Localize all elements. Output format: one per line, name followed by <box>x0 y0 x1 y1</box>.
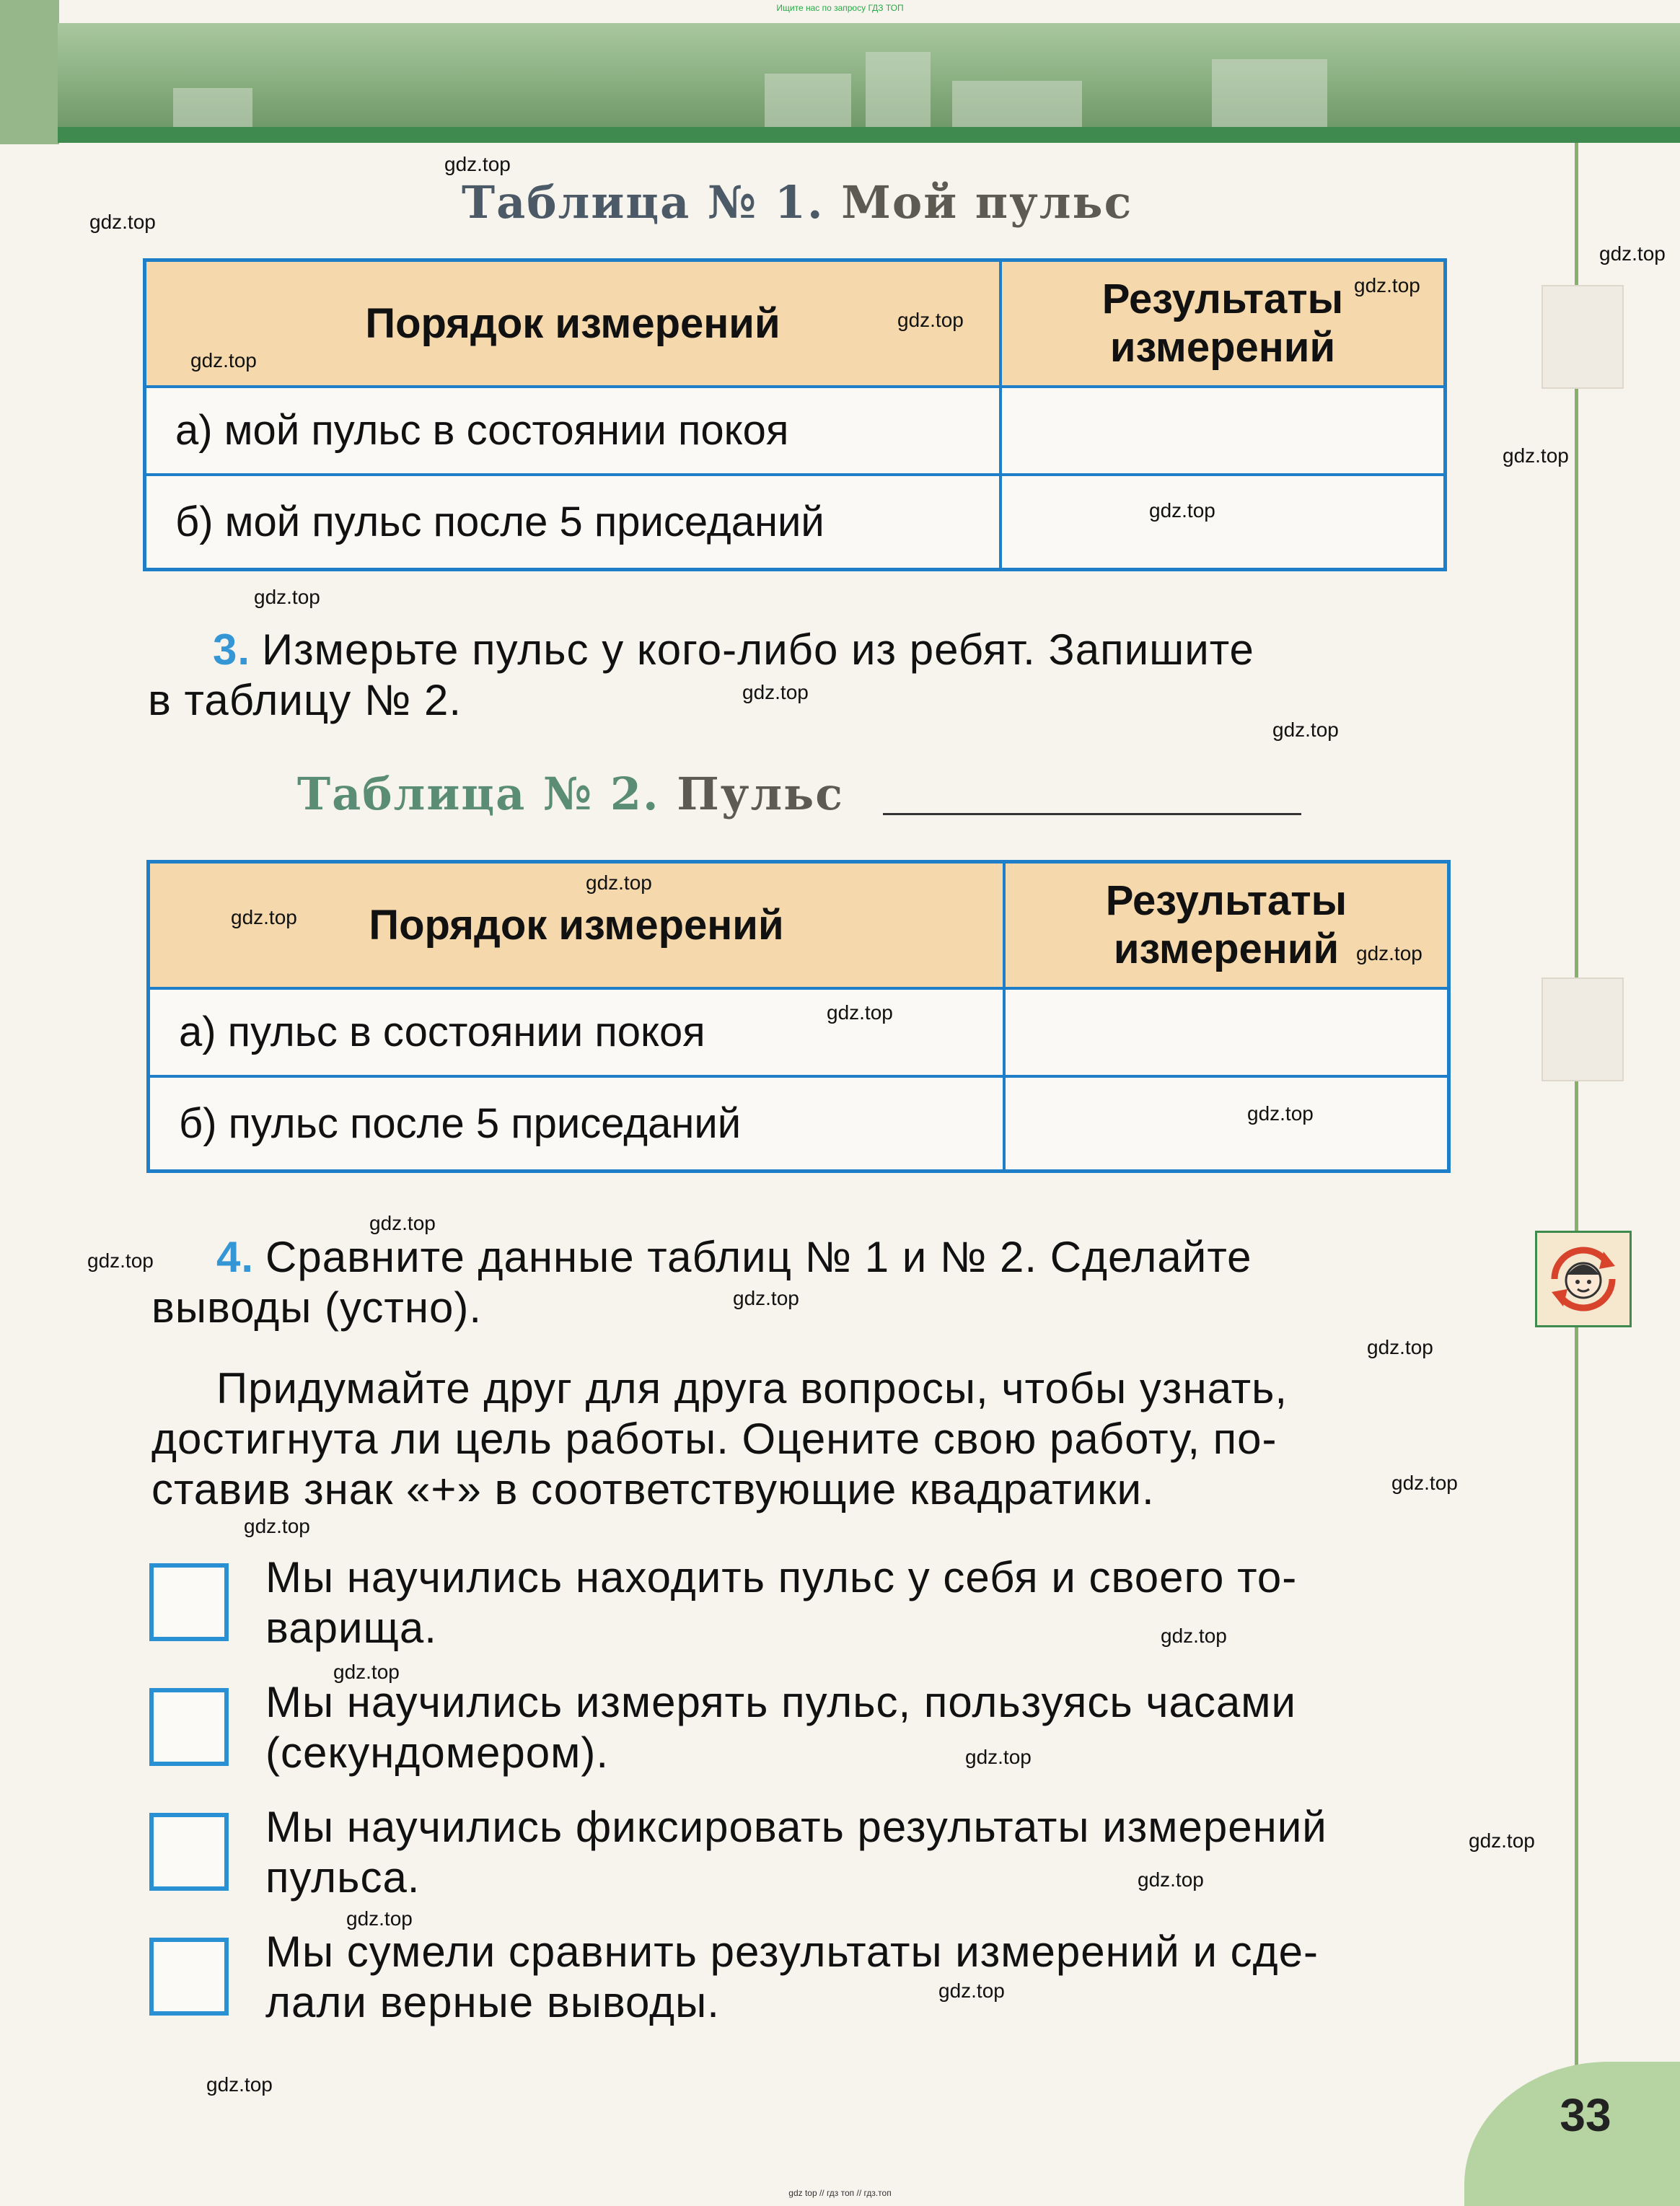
table1-caption <box>462 176 1133 229</box>
table1-header-col2-line1: Результаты <box>1101 276 1344 323</box>
checklist-item-1-line1: Мы научились находить пульс у себя и своего то- <box>265 1553 1298 1601</box>
checklist-item-4 <box>265 1927 1463 2028</box>
reflection-paragraph <box>151 1363 1450 1515</box>
task4-line1: Сравните данные таблиц № 1 и № 2. Сделайте <box>265 1233 1252 1281</box>
reflection-icon <box>1535 1231 1632 1327</box>
checklist-item-1 <box>265 1552 1463 1653</box>
page-margin-line <box>1575 143 1578 2091</box>
page-number: 33 <box>1560 2089 1611 2141</box>
watermark: gdz.top <box>1391 1472 1458 1494</box>
footer-text: gdz top // гдз топ // гдз.топ <box>788 2188 892 2198</box>
table2-header-col1: Порядок измерений <box>149 862 1005 988</box>
watermark: gdz.top <box>1356 942 1422 964</box>
watermark: gdz.top <box>254 586 320 608</box>
checkbox-3[interactable] <box>149 1813 229 1891</box>
header-banner-image <box>58 23 1680 131</box>
watermark: gdz.top <box>733 1287 799 1309</box>
watermark: gdz.top <box>586 871 652 894</box>
task4 <box>151 1232 1450 1333</box>
task4-number: 4. <box>216 1233 255 1281</box>
watermark: gdz.top <box>938 1979 1005 2002</box>
table2-row-a: а) пульс в состоянии покоя <box>149 988 1005 1076</box>
watermark: gdz.top <box>87 1249 154 1272</box>
table2-result-a[interactable] <box>1004 988 1449 1076</box>
table1 <box>143 258 1447 571</box>
watermark: gdz.top <box>190 349 257 372</box>
table2 <box>146 860 1451 1173</box>
task4-line2: выводы (устно). <box>151 1283 482 1332</box>
checklist-item-4-line2: лали верные выводы. <box>265 1978 720 2026</box>
table2-header-col2 <box>1004 862 1449 988</box>
watermark: gdz.top <box>244 1515 310 1537</box>
table2-result-b[interactable] <box>1004 1076 1449 1172</box>
reflection-line1: Придумайте друг для друга вопросы, чтобы узнать, <box>216 1364 1288 1412</box>
table1-row-a: а) мой пульс в состоянии покоя <box>145 387 1001 475</box>
table2-header-col2-line1: Результаты <box>1105 877 1347 925</box>
watermark: gdz.top <box>89 211 156 233</box>
banner-strip <box>58 127 1680 143</box>
watermark: gdz.top <box>346 1907 413 1930</box>
table2-header-col2-line2: измерений <box>1113 926 1340 973</box>
table2-caption <box>297 768 1301 820</box>
checklist-item-4-line1: Мы сумели сравнить результаты измерений и сде- <box>265 1928 1319 1976</box>
task3-line1: Измерьте пульс у кого-либо из ребят. Запишите <box>262 625 1254 674</box>
reflection-line3: ставив знак «+» в соответствующие квадратики. <box>151 1465 1155 1513</box>
checklist-item-2-line2: (секундомером). <box>265 1728 610 1777</box>
face-cycle-icon <box>1537 1233 1630 1325</box>
reflection-line2: достигнута ли цель работы. Оцените свою работу, по- <box>151 1415 1277 1463</box>
watermark: gdz.top <box>1161 1625 1227 1647</box>
watermark: gdz.top <box>231 906 297 928</box>
checklist-item-2-line1: Мы научились измерять пульс, пользуясь часами <box>265 1678 1297 1726</box>
checklist-item-1-line2: варища. <box>265 1604 437 1652</box>
table1-row-b: б) мой пульс после 5 приседаний <box>145 475 1001 570</box>
top-notice: Ищите нас по запросу ГДЗ ТОП <box>776 3 904 13</box>
watermark: gdz.top <box>369 1212 436 1234</box>
watermark: gdz.top <box>1354 274 1420 296</box>
watermark: gdz.top <box>1469 1829 1535 1852</box>
checklist-item-3-line1: Мы научились фиксировать результаты измерений <box>265 1803 1327 1851</box>
watermark: gdz.top <box>1503 444 1569 467</box>
background-icon-ghost <box>1542 285 1624 389</box>
table1-header-col1: Порядок измерений <box>145 260 1001 387</box>
table1-result-a[interactable] <box>1000 387 1446 475</box>
table1-result-b[interactable] <box>1000 475 1446 570</box>
watermark: gdz.top <box>965 1746 1032 1768</box>
checkbox-2[interactable] <box>149 1688 229 1766</box>
table1-caption-title: Мой пульс <box>841 176 1133 229</box>
checkbox-4[interactable] <box>149 1938 229 2016</box>
watermark: gdz.top <box>333 1661 400 1683</box>
watermark: gdz.top <box>1599 242 1666 265</box>
watermark: gdz.top <box>897 309 964 331</box>
watermark: gdz.top <box>444 153 511 175</box>
watermark: gdz.top <box>1367 1336 1433 1358</box>
left-rail <box>0 0 59 144</box>
task3-number: 3. <box>213 625 251 674</box>
checklist-item-2 <box>265 1677 1463 1778</box>
watermark: gdz.top <box>206 2073 273 2096</box>
checkbox-1[interactable] <box>149 1563 229 1641</box>
table2-caption-title: Пульс <box>677 768 845 820</box>
background-icon-ghost <box>1542 977 1624 1081</box>
table1-caption-prefix: Таблица № 1. <box>462 176 824 229</box>
table2-name-blank[interactable] <box>883 813 1301 815</box>
task3 <box>148 625 1446 726</box>
watermark: gdz.top <box>827 1001 893 1024</box>
watermark: gdz.top <box>1272 719 1339 741</box>
table2-row-b: б) пульс после 5 приседаний <box>149 1076 1005 1172</box>
table2-caption-prefix: Таблица № 2. <box>297 768 660 820</box>
watermark: gdz.top <box>742 681 809 703</box>
checklist-item-3-line2: пульса. <box>265 1853 421 1902</box>
watermark: gdz.top <box>1247 1102 1314 1125</box>
watermark: gdz.top <box>1138 1868 1204 1891</box>
table1-header-col2-line2: измерений <box>1109 324 1336 372</box>
task3-line2: в таблицу № 2. <box>148 676 462 724</box>
watermark: gdz.top <box>1149 499 1215 522</box>
checklist-item-3 <box>265 1802 1463 1903</box>
